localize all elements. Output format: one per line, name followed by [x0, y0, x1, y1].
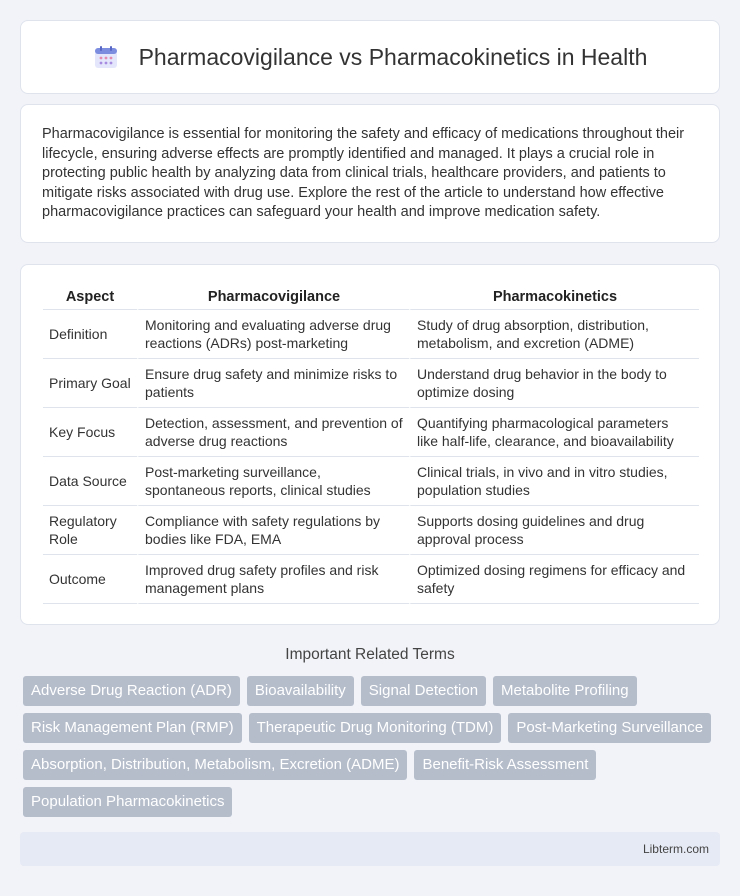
cell-pharmacokinetics: Understand drug behavior in the body to optimize dosing — [409, 359, 699, 408]
related-term-tag[interactable]: Benefit-Risk Assessment — [414, 750, 596, 780]
page-title: Pharmacovigilance vs Pharmacokinetics in Health — [138, 43, 648, 70]
related-term-tag[interactable]: Signal Detection — [361, 676, 486, 706]
cell-aspect: Primary Goal — [43, 359, 137, 408]
table-row — [43, 457, 699, 506]
cell-aspect: Outcome — [43, 555, 137, 604]
intro-card — [20, 104, 720, 243]
table-row — [43, 555, 699, 604]
cell-pharmacovigilance: Ensure drug safety and minimize risks to patients — [137, 359, 409, 408]
cell-pharmacokinetics: Clinical trials, in vivo and in vitro studies, population studies — [409, 457, 699, 506]
cell-pharmacovigilance: Post-marketing surveillance, spontaneous reports, clinical studies — [137, 457, 409, 506]
header-card — [20, 20, 720, 94]
related-term-tag[interactable]: Post-Marketing Surveillance — [508, 713, 711, 743]
footer — [20, 832, 720, 866]
comparison-table-card — [20, 264, 720, 625]
related-term-tag[interactable]: Risk Management Plan (RMP) — [23, 713, 242, 743]
cell-pharmacovigilance: Improved drug safety profiles and risk management plans — [137, 555, 409, 604]
related-term-tag[interactable]: Population Pharmacokinetics — [23, 787, 232, 817]
column-header-aspect: Aspect — [43, 287, 137, 310]
cell-aspect: Definition — [43, 310, 137, 359]
related-term-tag[interactable]: Bioavailability — [247, 676, 354, 706]
related-terms-list — [23, 676, 713, 817]
cell-aspect: Key Focus — [43, 408, 137, 457]
comparison-table — [43, 287, 699, 604]
cell-pharmacokinetics: Study of drug absorption, distribution, metabolism, and excretion (ADME) — [409, 310, 699, 359]
column-header-pharmacokinetics: Pharmacokinetics — [409, 287, 699, 310]
related-term-tag[interactable]: Therapeutic Drug Monitoring (TDM) — [249, 713, 502, 743]
related-term-tag[interactable]: Absorption, Distribution, Metabolism, Excretion (ADME) — [23, 750, 407, 780]
calendar-icon — [93, 44, 119, 70]
cell-pharmacovigilance: Monitoring and evaluating adverse drug reactions (ADRs) post-marketing — [137, 310, 409, 359]
column-header-pharmacovigilance: Pharmacovigilance — [137, 287, 409, 310]
table-row — [43, 310, 699, 359]
intro-text: Pharmacovigilance is essential for monitoring the safety and efficacy of medications throughout their lifecycle, ensuring adverse effects are promptly identified and managed. It plays a crucial role in protecting public health by analyzing data from clinical trials, healthcare providers, and patients to mitigate risks associated with drug use. Explore the rest of the article to understand how effective pharmacovigilance practices can safeguard your health and improve medication safety. — [42, 126, 685, 221]
cell-pharmacokinetics: Quantifying pharmacological parameters like half-life, clearance, and bioavailability — [409, 408, 699, 457]
table-row — [43, 506, 699, 555]
related-terms-heading: Important Related Terms — [285, 646, 455, 663]
cell-pharmacovigilance: Compliance with safety regulations by bodies like FDA, EMA — [137, 506, 409, 555]
cell-aspect: Regulatory Role — [43, 506, 137, 555]
table-row — [43, 359, 699, 408]
related-term-tag[interactable]: Adverse Drug Reaction (ADR) — [23, 676, 240, 706]
table-header-row — [43, 287, 699, 310]
cell-pharmacokinetics: Supports dosing guidelines and drug approval process — [409, 506, 699, 555]
footer-site-link[interactable]: Libterm.com — [642, 842, 709, 856]
table-row — [43, 408, 699, 457]
related-term-tag[interactable]: Metabolite Profiling — [493, 676, 637, 706]
cell-aspect: Data Source — [43, 457, 137, 506]
cell-pharmacokinetics: Optimized dosing regimens for efficacy and safety — [409, 555, 699, 604]
cell-pharmacovigilance: Detection, assessment, and prevention of adverse drug reactions — [137, 408, 409, 457]
